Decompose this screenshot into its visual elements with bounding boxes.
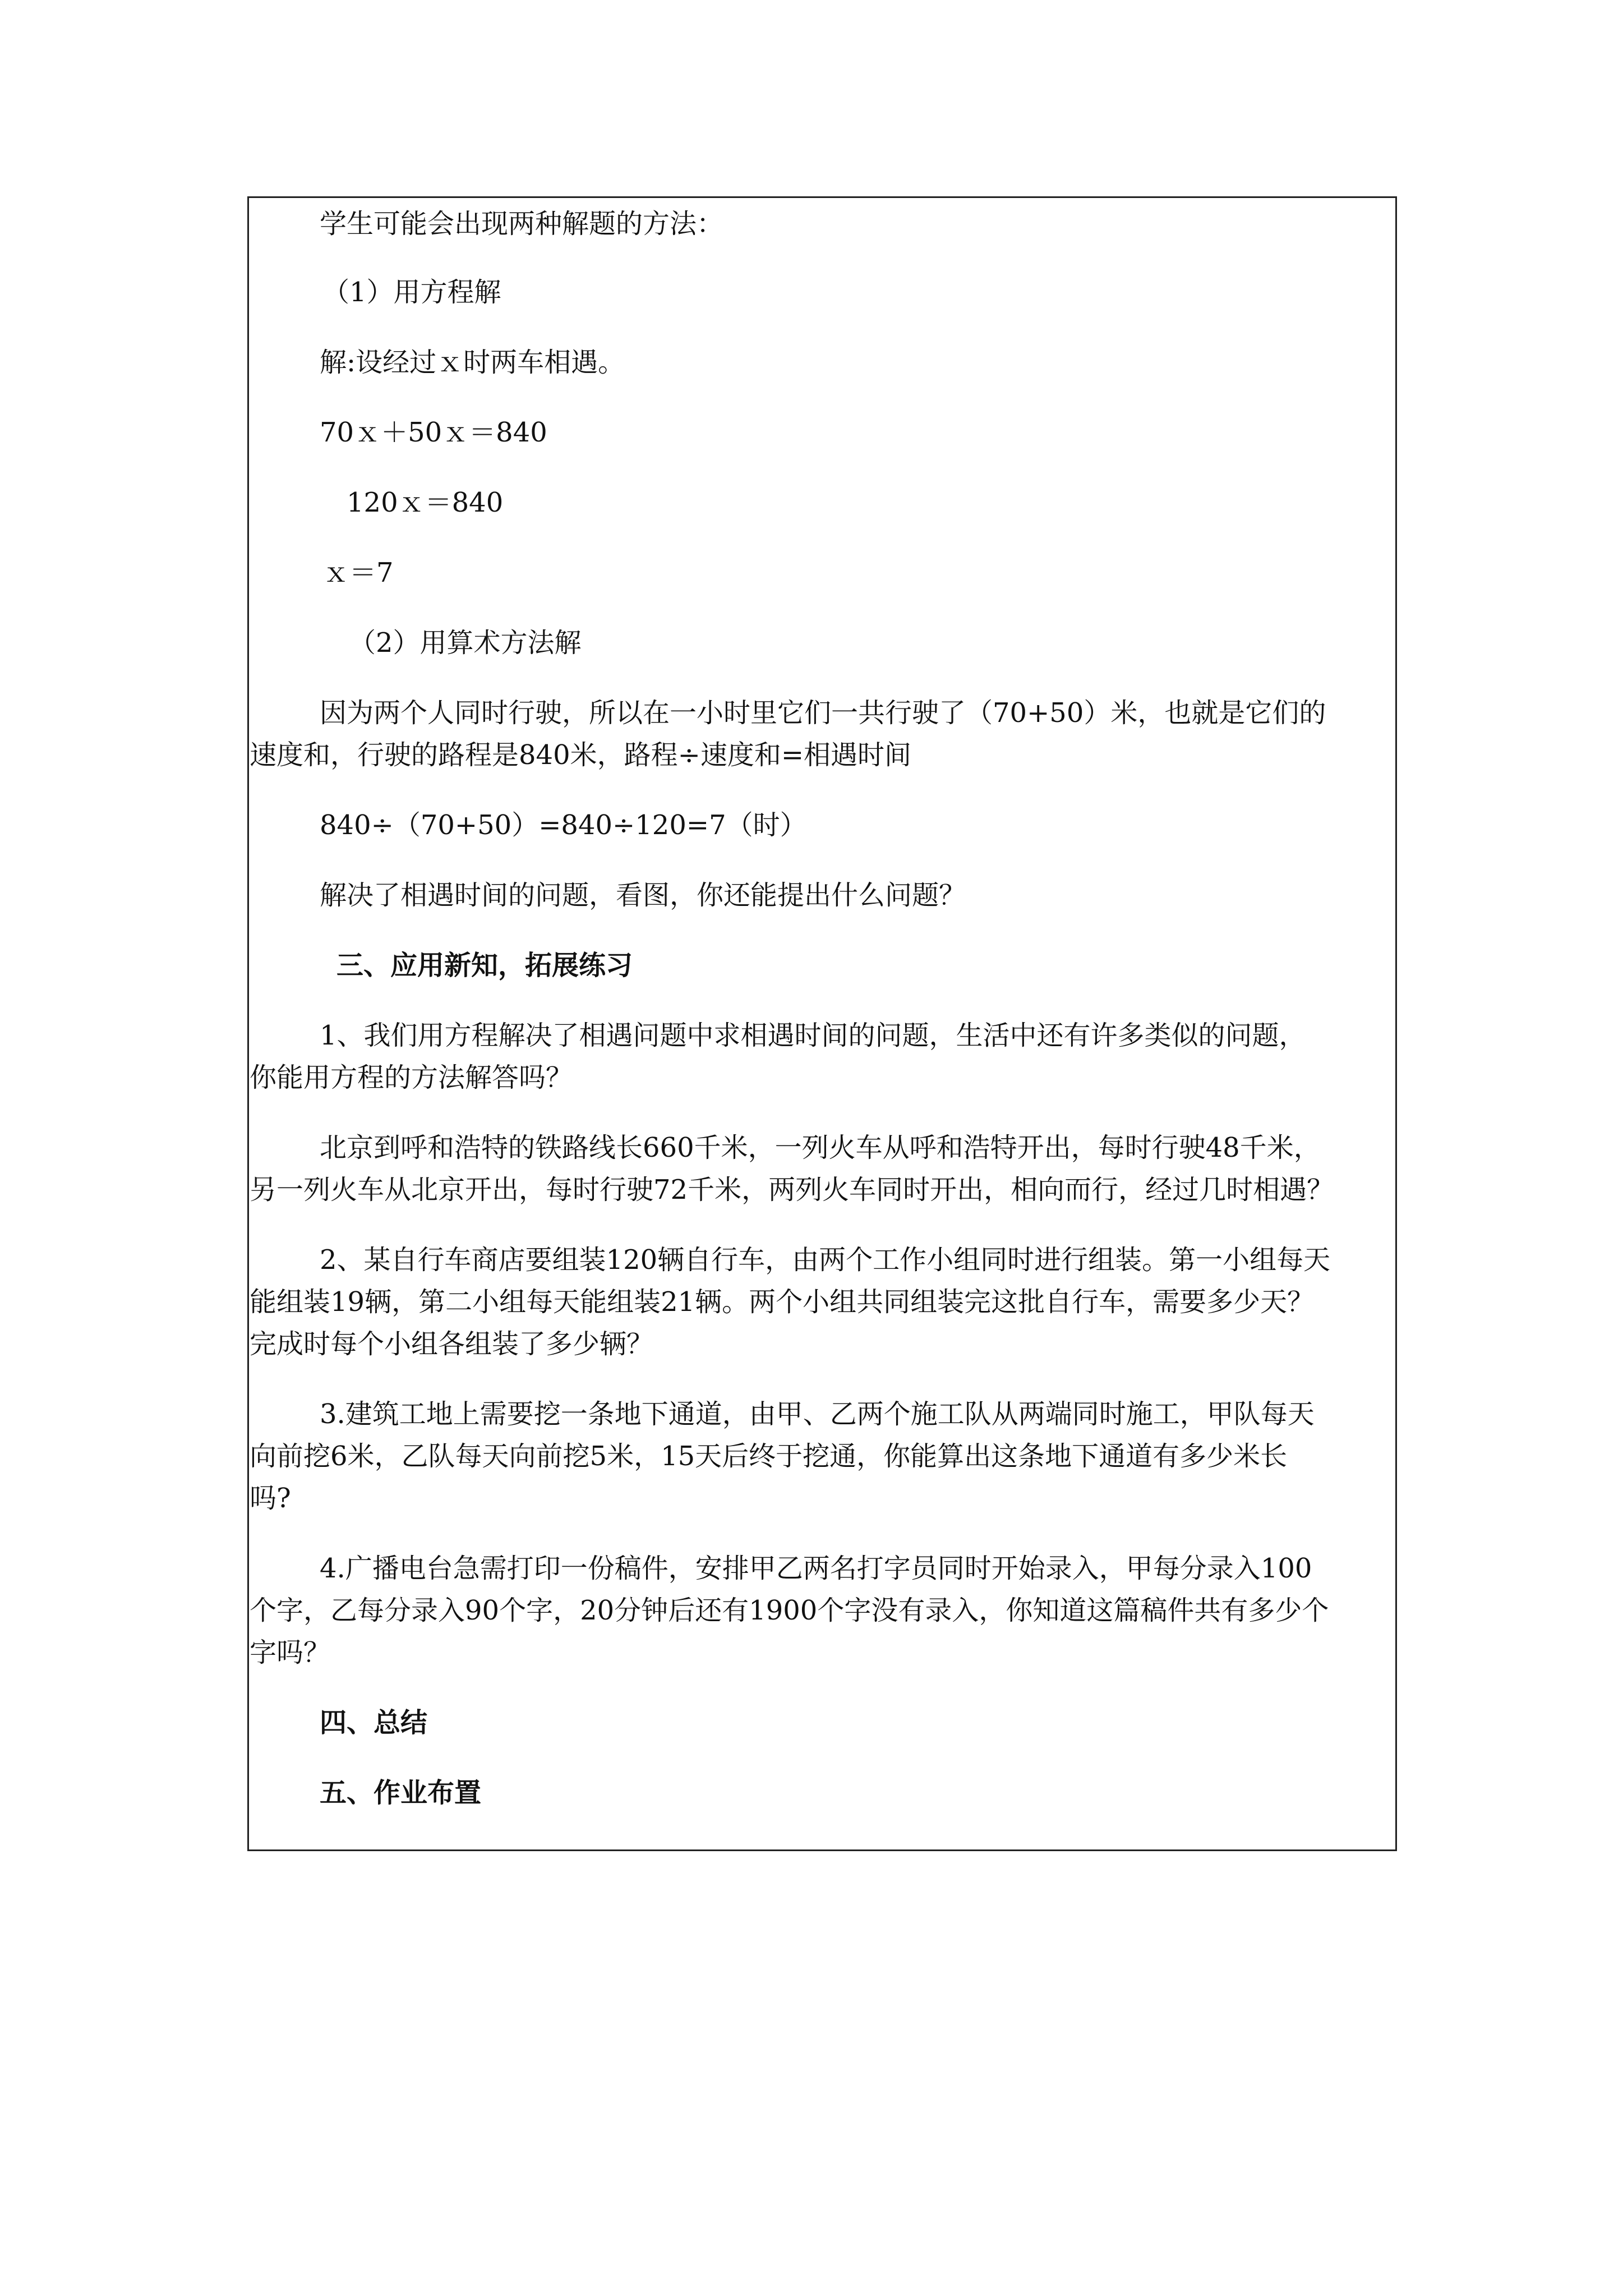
method-1-heading: （1）用方程解 bbox=[322, 277, 501, 308]
solution-setup: 解:设经过ｘ时两车相遇。 bbox=[320, 347, 625, 378]
equation-1: 70ｘ＋50ｘ＝840 bbox=[320, 417, 547, 448]
section-3-heading: 三、应用新知，拓展练习 bbox=[336, 950, 633, 981]
exercise-3-line-1: 3.建筑工地上需要挖一条地下通道，由甲、乙两个施工队从两端同时施工，甲队每天 bbox=[320, 1398, 1315, 1430]
exercise-1-problem-line-2: 另一列火车从北京开出，每时行驶72千米，两列火车同时开出，相向而行，经过几时相遇？ bbox=[250, 1174, 1334, 1205]
arithmetic-formula: 840÷（70+50）=840÷120=7（时） bbox=[320, 809, 807, 841]
exercise-4-line-1: 4.广播电台急需打印一份稿件，安排甲乙两名打字员同时开始录入，甲每分录入100 bbox=[320, 1553, 1312, 1584]
method-2-heading: （2）用算术方法解 bbox=[349, 627, 582, 659]
section-4-heading: 四、总结 bbox=[320, 1707, 428, 1738]
equation-3: ｘ＝7 bbox=[322, 557, 394, 588]
intro-text: 学生可能会出现两种解题的方法： bbox=[320, 208, 724, 240]
method-2-text-line-1: 因为两个人同时行驶，所以在一小时里它们一共行驶了（70+50）米，也就是它们的 bbox=[320, 697, 1326, 729]
exercise-1-line-1: 1、我们用方程解决了相遇问题中求相遇时间的问题，生活中还有许多类似的问题， bbox=[320, 1020, 1306, 1051]
exercise-1-problem-line-1: 北京到呼和浩特的铁路线长660千米，一列火车从呼和浩特开出，每时行驶48千米， bbox=[320, 1132, 1321, 1163]
equation-2: 120ｘ＝840 bbox=[347, 487, 504, 518]
exercise-2-line-1: 2、某自行车商店要组装120辆自行车，由两个工作小组同时进行组装。第一小组每天 bbox=[320, 1244, 1331, 1276]
exercise-3-line-3: 吗? bbox=[250, 1483, 291, 1514]
exercise-4-line-2: 个字，乙每分录入90个字，20分钟后还有1900个字没有录入，你知道这篇稿件共有多少个 bbox=[250, 1595, 1329, 1626]
section-5-heading: 五、作业布置 bbox=[320, 1777, 482, 1809]
exercise-1-line-2: 你能用方程的方法解答吗？ bbox=[250, 1062, 573, 1093]
exercise-2-line-3: 完成时每个小组各组装了多少辆？ bbox=[250, 1328, 654, 1360]
followup-question: 解决了相遇时间的问题，看图，你还能提出什么问题？ bbox=[320, 880, 966, 911]
exercise-4-line-3: 字吗？ bbox=[250, 1637, 331, 1668]
method-2-text-line-2: 速度和，行驶的路程是840米，路程÷速度和=相遇时间 bbox=[250, 739, 912, 771]
exercise-2-line-2: 能组装19辆，第二小组每天能组装21辆。两个小组共同组装完这批自行车，需要多少天？ bbox=[250, 1286, 1315, 1318]
exercise-3-line-2: 向前挖6米，乙队每天向前挖5米，15天后终于挖通，你能算出这条地下通道有多少米长 bbox=[250, 1441, 1288, 1472]
